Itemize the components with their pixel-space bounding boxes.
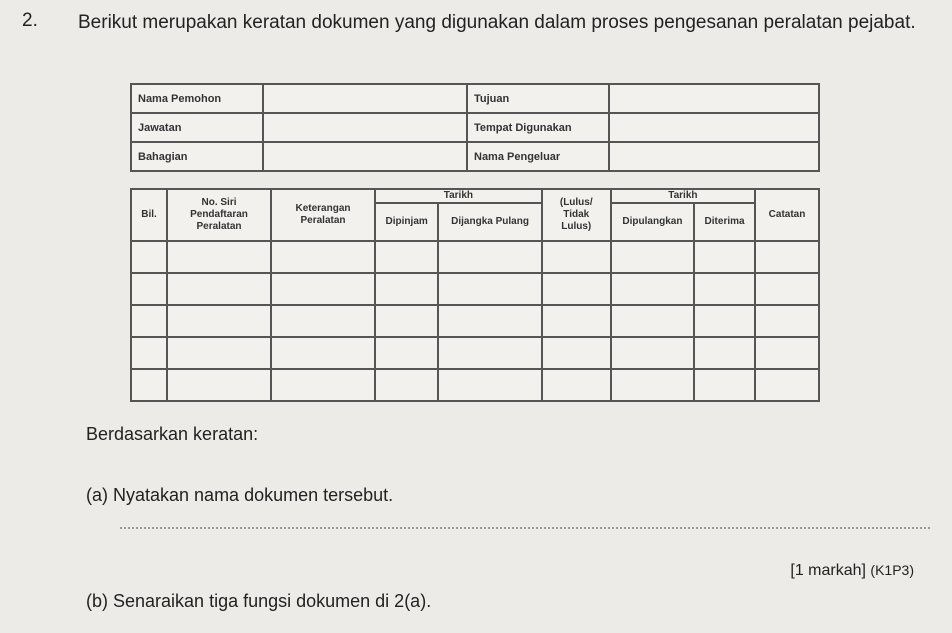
value-cell — [263, 142, 467, 171]
value-cell — [263, 113, 467, 142]
table-row — [131, 142, 819, 171]
header-dijangka: Dijangka Pulang — [438, 203, 541, 241]
marks-code: (K1P3) — [870, 562, 914, 578]
header-tarikh-return: Tarikh — [611, 189, 755, 203]
label-cell: Nama Pemohon — [131, 84, 263, 113]
label-cell: Tujuan — [467, 84, 609, 113]
table-row — [131, 241, 819, 273]
label-cell: Tempat Digunakan — [467, 113, 609, 142]
label-cell: Jawatan — [131, 113, 263, 142]
answer-line — [120, 527, 930, 529]
marks-label — [790, 562, 914, 580]
table-row — [131, 113, 819, 142]
question-stem: Berikut merupakan keratan dokumen yang digunakan dalam proses pengesanan peralatan pejabat. — [78, 12, 916, 33]
header-dipinjam: Dipinjam — [375, 203, 438, 241]
header-no-siri: No. Siri Pendaftaran Peralatan — [167, 189, 271, 241]
question-number: 2. — [22, 10, 38, 31]
label-cell: Bahagian — [131, 142, 263, 171]
table-row — [131, 369, 819, 401]
value-cell — [609, 142, 819, 171]
header-tarikh-loan: Tarikh — [375, 189, 542, 203]
table-row — [131, 273, 819, 305]
label-cell: Nama Pengeluar — [467, 142, 609, 171]
header-keterangan: Keterangan Peralatan — [271, 189, 375, 241]
prompt-text: Berdasarkan keratan: — [86, 424, 259, 444]
value-cell — [263, 84, 467, 113]
header-dipulangkan: Dipulangkan — [611, 203, 694, 241]
value-cell — [609, 84, 819, 113]
applicant-info-table — [130, 83, 820, 172]
part-a-question: (a) Nyatakan nama dokumen tersebut. — [86, 485, 394, 505]
table-row — [131, 305, 819, 337]
header-diterima: Diterima — [694, 203, 755, 241]
part-b-question: (b) Senaraikan tiga fungsi dokumen di 2(a). — [86, 591, 432, 611]
marks-value: [1 markah] — [790, 562, 866, 579]
header-lulus: (Lulus/ Tidak Lulus) — [542, 189, 611, 241]
value-cell — [609, 113, 819, 142]
header-bil: Bil. — [131, 189, 167, 241]
table-row — [131, 84, 819, 113]
table-row — [131, 337, 819, 369]
equipment-loan-table — [130, 188, 820, 402]
header-catatan: Catatan — [755, 189, 819, 241]
